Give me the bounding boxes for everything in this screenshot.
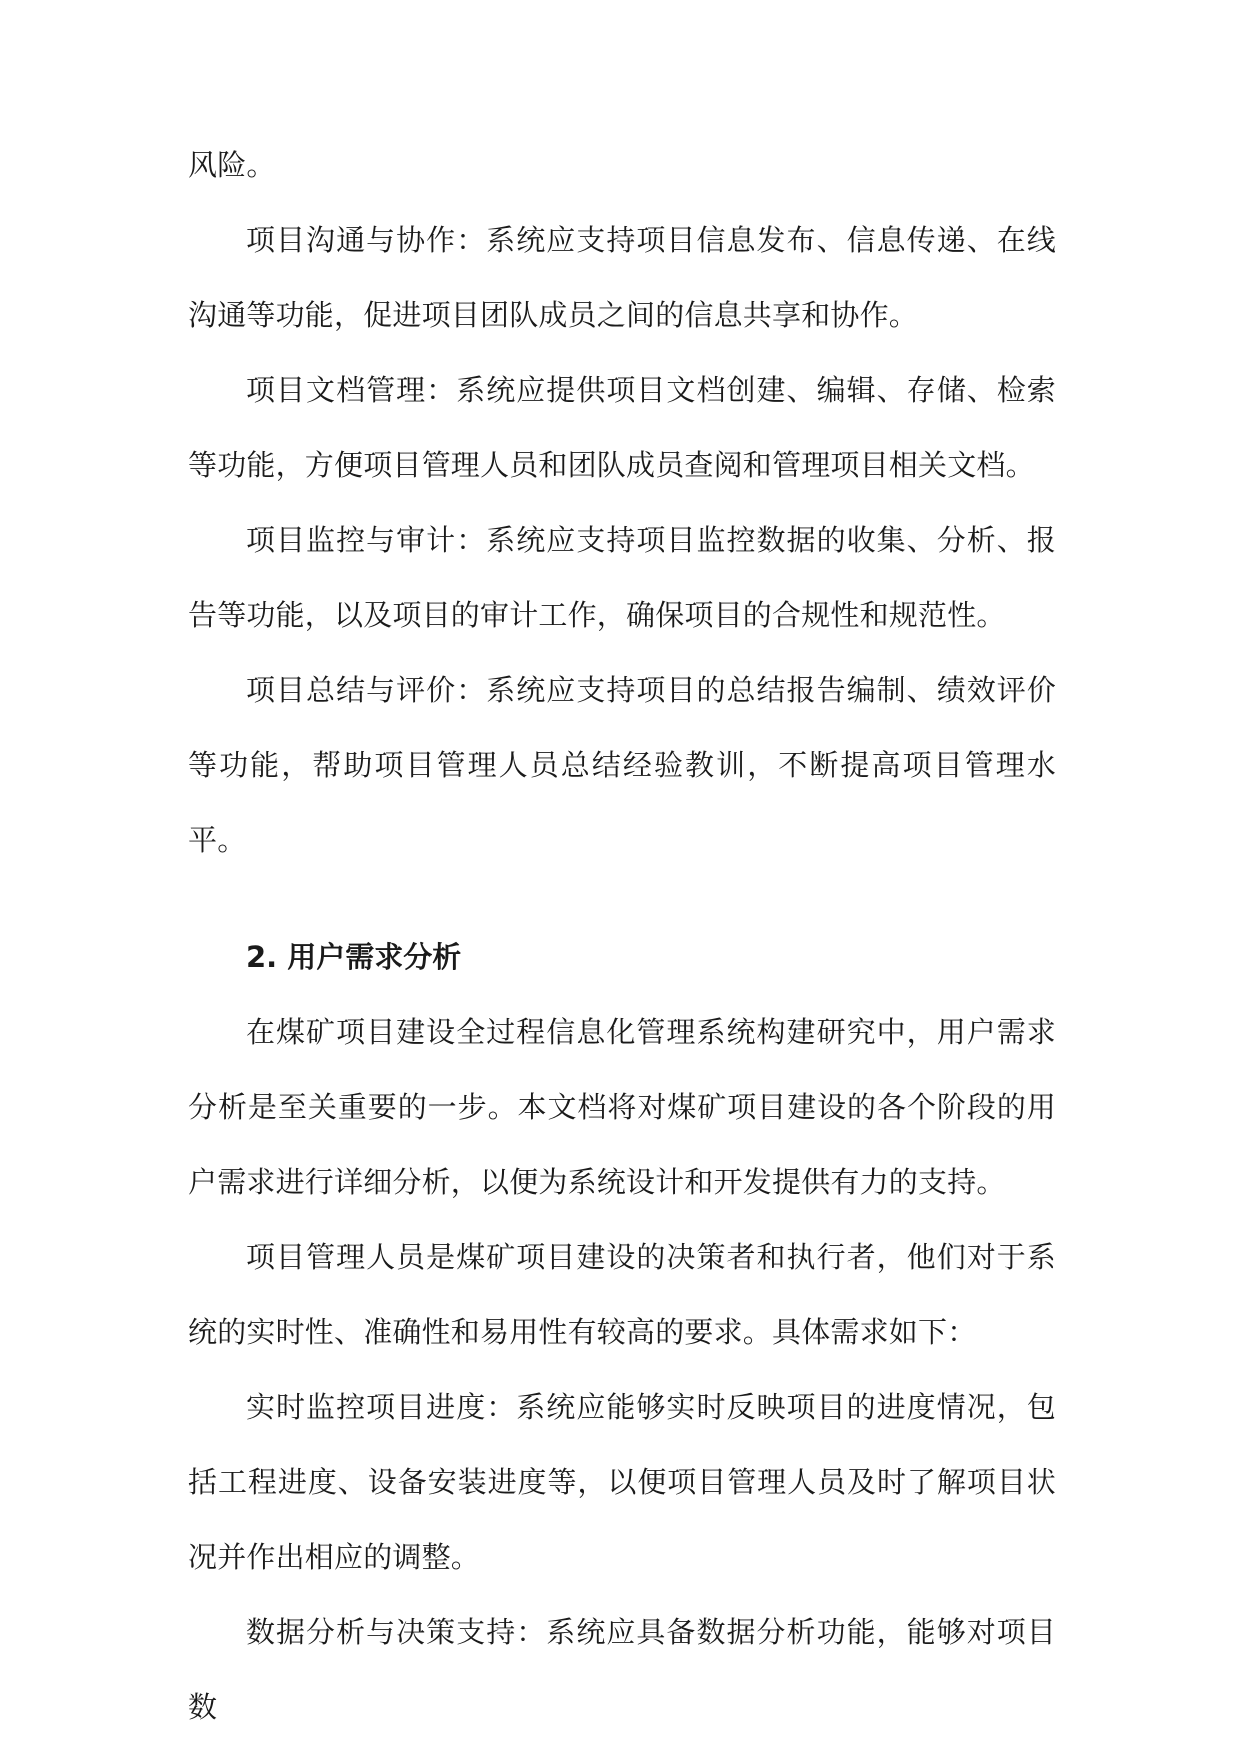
- paragraph-realtime-progress: 实时监控项目进度：系统应能够实时反映项目的进度情况，包括工程进度、设备安装进度等，以便项目管理人员及时了解项目状况并作出相应的调整。: [188, 1390, 1056, 1574]
- paragraph-risk-tail: 风险。: [188, 148, 276, 182]
- section-heading-user-needs: 2. 用户需求分析: [246, 940, 462, 974]
- paragraph-monitoring-audit: 项目监控与审计：系统应支持项目监控数据的收集、分析、报告等功能，以及项目的审计工作，确保项目的合规性和规范性。: [188, 523, 1056, 632]
- paragraph-needs-intro: 在煤矿项目建设全过程信息化管理系统构建研究中，用户需求分析是至关重要的一步。本文档将对煤矿项目建设的各个阶段的用户需求进行详细分析，以便为系统设计和开发提供有力的支持。: [188, 1015, 1056, 1199]
- paragraph-document-management: 项目文档管理：系统应提供项目文档创建、编辑、存储、检索等功能，方便项目管理人员和团队成员查阅和管理项目相关文档。: [188, 373, 1056, 482]
- paragraph-managers: 项目管理人员是煤矿项目建设的决策者和执行者，他们对于系统的实时性、准确性和易用性有较高的要求。具体需求如下：: [188, 1240, 1056, 1349]
- document-page: [188, 128, 1056, 1745]
- paragraph-communication: 项目沟通与协作：系统应支持项目信息发布、信息传递、在线沟通等功能，促进项目团队成员之间的信息共享和协作。: [188, 223, 1056, 332]
- paragraph-summary-evaluation: 项目总结与评价：系统应支持项目的总结报告编制、绩效评价等功能，帮助项目管理人员总结经验教训，不断提高项目管理水平。: [188, 673, 1056, 857]
- paragraph-data-analysis: 数据分析与决策支持：系统应具备数据分析功能，能够对项目数: [188, 1615, 1056, 1724]
